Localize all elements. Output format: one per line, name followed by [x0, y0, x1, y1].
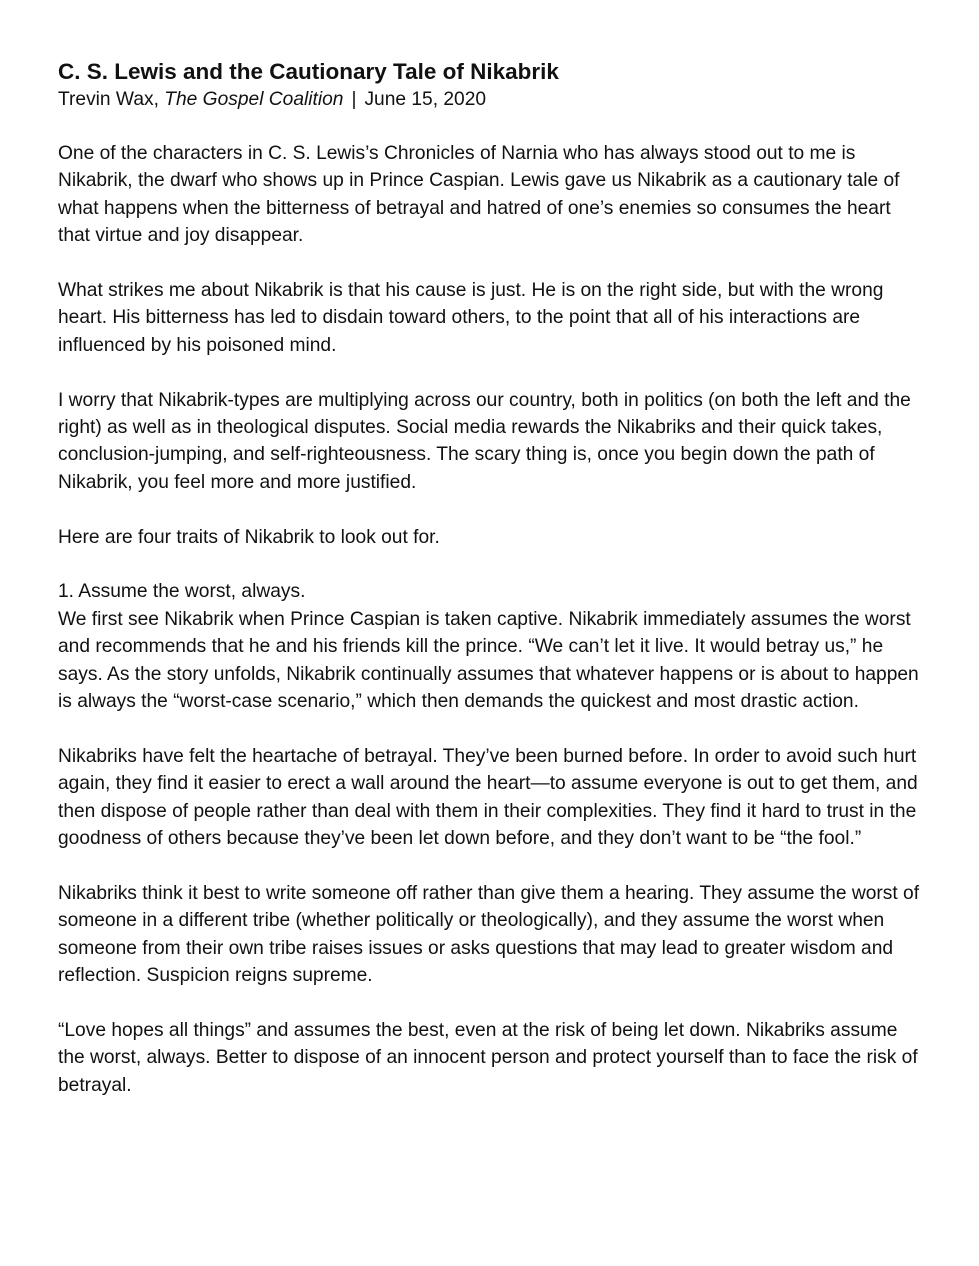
- section-heading: 1. Assume the worst, always.: [58, 581, 306, 603]
- section-paragraph: We first see Nikabrik when Prince Caspian is taken captive. Nikabrik immediately assumes the worst and recommends that he and his friends kill the prince. “We can’t let it live. It would betray us,” he says. As the story unfolds, Nikabrik continually assumes that whatever happens or is about to happen is always the “worst-case scenario,” which then demands the quickest and most drastic action.: [58, 608, 919, 713]
- paragraph: “Love hopes all things” and assumes the best, even at the risk of being let down. Nikabriks assume the worst, always. Better to dispose of an innocent person and protect yourself than to face the risk of betrayal.: [58, 1019, 918, 1096]
- byline-separator: |: [351, 89, 357, 110]
- article-title: C. S. Lewis and the Cautionary Tale of Nikabrik: [58, 59, 559, 84]
- paragraph: What strikes me about Nikabrik is that his cause is just. He is on the right side, but with the wrong heart. His bitterness has led to disdain toward others, to the point that all of his interactions are influenced by his poisoned mind.: [58, 280, 884, 356]
- paragraph: One of the characters in C. S. Lewis’s Chronicles of Narnia who has always stood out to me is Nikabrik, the dwarf who shows up in Prince Caspian. Lewis gave us Nikabrik as a cautionary tale of what happens when the bitterness of betrayal and hatred of one’s enemies so consumes the heart that virtue and joy disappear.: [58, 143, 900, 247]
- paragraph: Nikabriks have felt the heartache of betrayal. They’ve been burned before. In order to avoid such hurt again, they find it easier to erect a wall around the heart—to assume everyone is out to get them, and then dispose of people rather than deal with them in their complexities. They find it hard to trust in the goodness of others because they’ve been let down before, and they don’t want to be “the fool.”: [58, 745, 918, 850]
- article-body: [58, 140, 921, 1099]
- byline: [58, 86, 921, 114]
- paragraph: Nikabriks think it best to write someone off rather than give them a hearing. They assume the worst of someone in a different tribe (whether politically or theologically), and they assume the worst when someone from their own tribe raises issues or asks questions that may lead to greater wisdom and reflection. Suspicion reigns supreme.: [58, 882, 920, 987]
- publish-date: June 15, 2020: [364, 89, 487, 110]
- author-name: Trevin Wax,: [58, 89, 159, 110]
- publication-name: The Gospel Coalition: [164, 89, 344, 110]
- section-1: [58, 578, 921, 715]
- paragraph: Here are four traits of Nikabrik to look out for.: [58, 526, 440, 548]
- paragraph: I worry that Nikabrik-types are multiplying across our country, both in politics (on both the left and the right) as well as in theological disputes. Social media rewards the Nikabriks and their quick takes, conclusion-jumping, and self-righteousness. The scary thing is, once you begin down the path of Nikabrik, you feel more and more justified.: [58, 389, 911, 493]
